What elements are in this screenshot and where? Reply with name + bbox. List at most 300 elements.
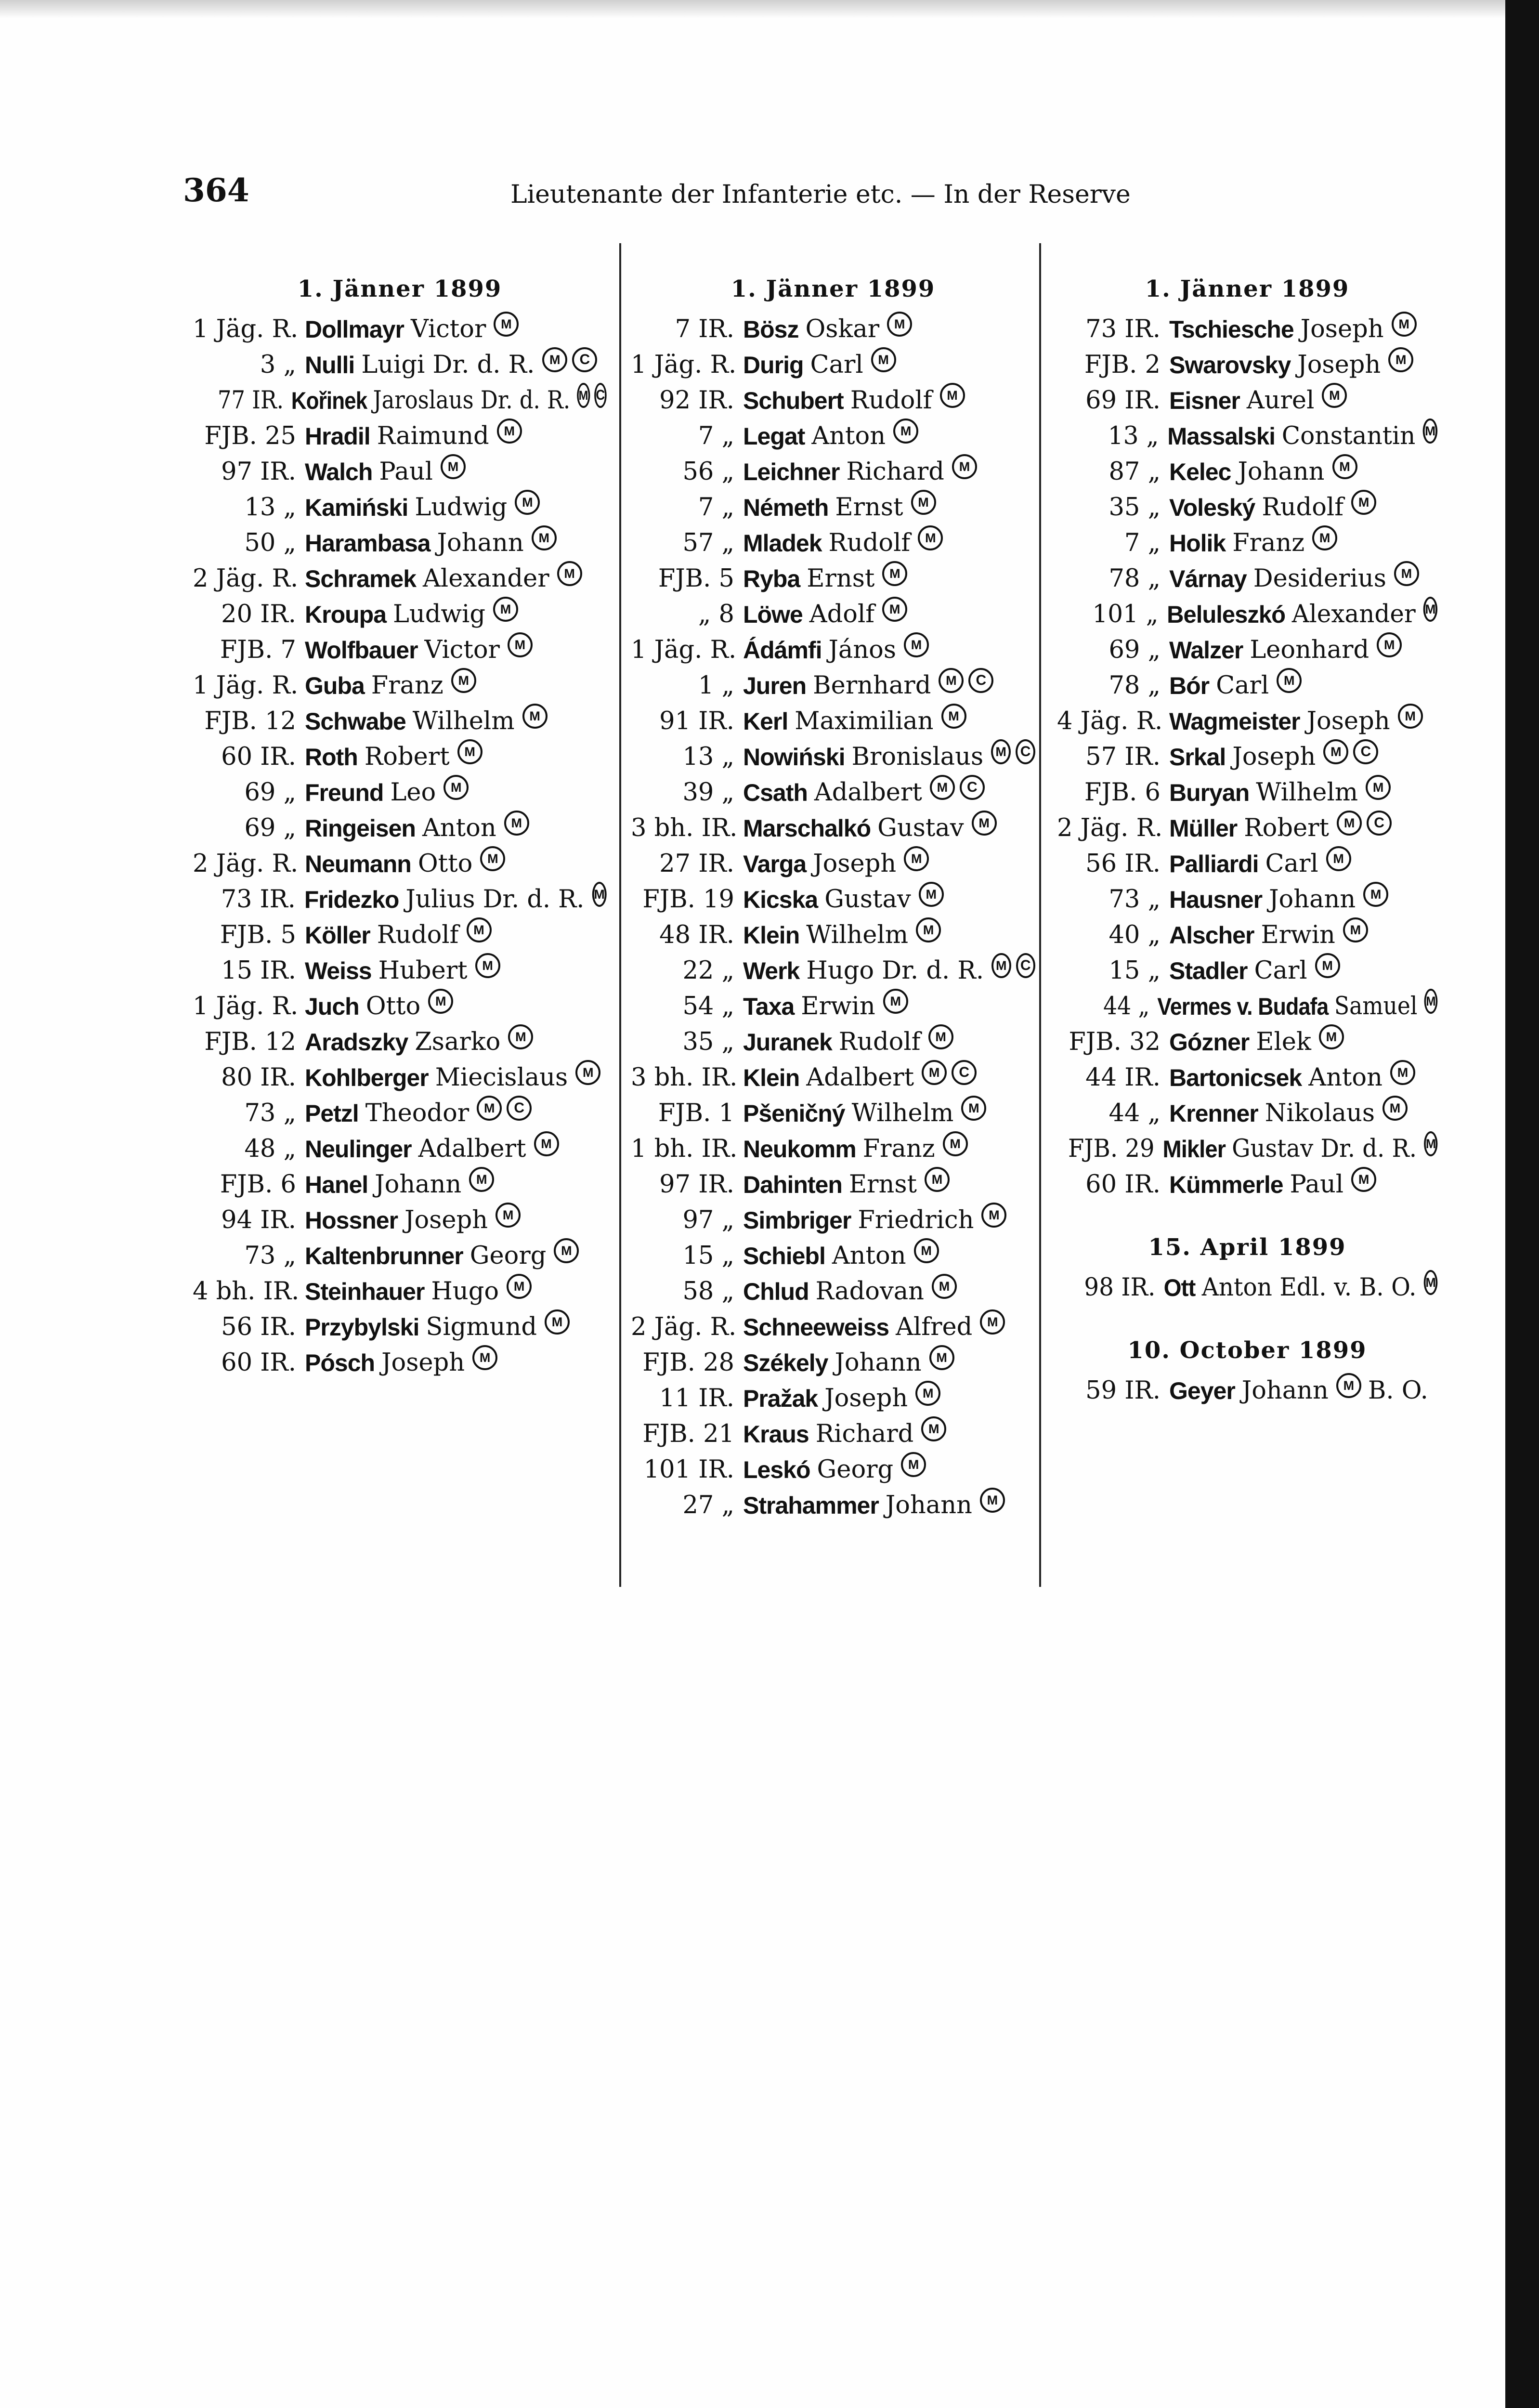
given-name: Gustav — [877, 814, 964, 842]
given-name: Carl — [1254, 956, 1307, 985]
surname: Székely — [743, 1349, 828, 1376]
copyright-c-icon: C — [960, 775, 985, 800]
medal-m-icon: M — [532, 525, 557, 550]
surname: Ryba — [743, 565, 800, 592]
unit-label: FJB. 6 — [1084, 778, 1161, 807]
roster-entry — [631, 882, 1035, 917]
given-name: Rudolf — [828, 529, 911, 557]
medal-m-icon: M — [887, 312, 912, 337]
surname: Durig — [743, 352, 804, 379]
unit-label: 15 „ — [682, 1242, 734, 1270]
given-name: Aurel — [1246, 386, 1315, 415]
column-2 — [631, 267, 1035, 1523]
surname: Schneeweiss — [743, 1314, 889, 1341]
surname: Nowiński — [743, 744, 845, 771]
unit-label: 60 IR. — [221, 1348, 296, 1377]
roster-entry — [631, 739, 1035, 775]
medal-m-icon: M — [1322, 383, 1347, 408]
given-name: Adalbert — [418, 1135, 526, 1163]
given-name: Leo — [390, 778, 436, 807]
roster-entry — [631, 1381, 1035, 1416]
unit-label: 73 „ — [244, 1099, 296, 1127]
medal-m-icon: M — [918, 525, 943, 550]
given-name: Franz — [371, 671, 443, 700]
medal-m-icon: M — [922, 1060, 947, 1085]
page-right-edge — [1505, 0, 1539, 2408]
surname: Przybylski — [305, 1314, 419, 1341]
unit-label: 57 IR. — [1085, 743, 1161, 771]
medal-m-icon: M — [930, 775, 955, 800]
medal-m-icon: M — [943, 1131, 968, 1156]
unit-label: FJB. 25 — [204, 422, 296, 450]
section-heading: 1. Jänner 1899 — [1145, 275, 1350, 302]
medal-m-icon: M — [515, 490, 540, 515]
given-name: Richard — [846, 458, 944, 486]
roster-entry — [193, 561, 607, 597]
unit-label: 7 „ — [698, 422, 734, 450]
column-divider — [619, 243, 621, 1587]
surname: Aradszky — [305, 1029, 408, 1056]
medal-m-icon: M — [882, 597, 907, 622]
medal-m-icon: M — [904, 632, 929, 657]
medal-m-icon: M — [1392, 312, 1417, 337]
unit-label: 92 IR. — [659, 386, 734, 415]
given-name: Robert — [1244, 814, 1330, 842]
unit-label: 13 „ — [1108, 422, 1159, 450]
medal-m-icon: M — [457, 739, 483, 764]
roster-entry — [193, 454, 607, 490]
medal-m-icon: M — [1366, 775, 1391, 800]
given-name: Desiderius — [1253, 564, 1386, 593]
roster-entry — [1057, 1131, 1436, 1167]
medal-m-icon: M — [508, 1024, 533, 1049]
given-name: Leonhard — [1250, 636, 1369, 664]
given-name: Samuel — [1334, 992, 1418, 1021]
surname: Petzl — [305, 1100, 359, 1127]
medal-m-icon: M — [451, 668, 476, 693]
surname: Legat — [743, 423, 805, 450]
roster-entry — [193, 383, 605, 419]
given-name: Joseph — [813, 850, 897, 878]
roster-entry — [193, 668, 607, 704]
unit-label: FJB. 19 — [642, 885, 734, 914]
medal-m-icon: M — [522, 704, 548, 729]
surname: Mladek — [743, 530, 822, 557]
roster-entry — [193, 811, 607, 846]
unit-label: 73 „ — [244, 1242, 296, 1270]
given-name: János — [828, 636, 897, 664]
unit-label: FJB. 21 — [642, 1420, 734, 1448]
unit-label: 44 „ — [1103, 992, 1150, 1021]
surname: Várnay — [1169, 565, 1247, 592]
roster-entry — [193, 312, 607, 347]
unit-label: 7 „ — [698, 493, 734, 522]
medal-m-icon: M — [592, 882, 606, 907]
surname: Strahammer — [743, 1492, 879, 1519]
section-gap — [1057, 1306, 1437, 1329]
surname: Kraus — [743, 1421, 809, 1448]
surname: Köller — [305, 922, 370, 949]
medal-m-icon: M — [893, 419, 918, 444]
medal-m-icon: M — [929, 1345, 954, 1370]
surname: Kelec — [1169, 458, 1231, 485]
medal-m-icon: M — [1424, 989, 1437, 1014]
given-name: Jaroslaus Dr. d. R. — [373, 386, 571, 415]
unit-label: 15 „ — [1109, 956, 1161, 985]
column-divider — [1039, 243, 1041, 1587]
surname: Holik — [1169, 530, 1226, 557]
unit-label: FJB. 12 — [204, 707, 296, 735]
roster-entry — [193, 1238, 607, 1274]
surname: Németh — [743, 494, 829, 521]
copyright-c-icon: C — [594, 383, 607, 408]
given-name: Joseph — [1232, 743, 1316, 771]
surname: Leichner — [743, 458, 840, 485]
given-name: Ludwig — [393, 600, 485, 628]
surname: Neulinger — [305, 1136, 412, 1163]
unit-label: 22 „ — [682, 956, 734, 985]
roster-entry — [193, 1131, 607, 1167]
medal-m-icon: M — [952, 454, 977, 479]
given-name: Maximilian — [795, 707, 934, 735]
medal-m-icon: M — [916, 917, 941, 942]
medal-m-icon: M — [1336, 1373, 1361, 1398]
unit-label: 44 „ — [1109, 1099, 1161, 1127]
unit-label: 35 „ — [1109, 493, 1161, 522]
unit-label: 77 IR. — [217, 386, 284, 415]
unit-label: 58 „ — [682, 1277, 734, 1306]
roster-entry — [193, 739, 607, 775]
medal-m-icon: M — [575, 1060, 600, 1085]
surname: Kerl — [743, 708, 788, 735]
unit-label: 69 „ — [244, 814, 296, 842]
roster-entry — [193, 846, 607, 882]
roster-entry — [193, 1024, 607, 1060]
surname: Schiebl — [743, 1243, 825, 1269]
given-name: Erwin — [1261, 921, 1335, 949]
medal-m-icon: M — [545, 1309, 570, 1335]
given-name: Anton — [422, 814, 496, 842]
surname: Roth — [305, 744, 358, 771]
roster-entry — [1057, 1167, 1437, 1203]
surname: Palliardi — [1169, 851, 1259, 877]
roster-entry — [631, 1345, 1035, 1381]
unit-label: 20 IR. — [221, 600, 296, 628]
copyright-c-icon: C — [1367, 811, 1392, 836]
surname: Pósch — [305, 1349, 375, 1376]
roster-entry — [631, 1131, 1035, 1167]
surname: Bartonicsek — [1169, 1064, 1302, 1091]
medal-m-icon: M — [911, 490, 936, 515]
roster-entry — [193, 704, 607, 739]
roster-entry — [631, 704, 1035, 739]
surname: Beluleszkó — [1167, 601, 1286, 628]
roster-entry — [631, 1096, 1035, 1131]
medal-m-icon: M — [557, 561, 582, 586]
unit-label: 59 IR. — [1085, 1376, 1161, 1405]
surname: Weiss — [305, 957, 372, 984]
roster-entry — [1057, 347, 1437, 383]
medal-m-icon: M — [1423, 419, 1437, 444]
roster-entry — [631, 312, 1035, 347]
roster-entry — [193, 1096, 607, 1131]
unit-label: 73 IR. — [1085, 315, 1161, 343]
unit-label: 1 Jäg. R. — [193, 315, 299, 343]
roster-entry — [1057, 383, 1437, 419]
given-name: Johann — [375, 1170, 462, 1199]
given-name: Anton — [832, 1242, 906, 1270]
surname: Kořinek — [291, 387, 367, 414]
roster-entry — [193, 989, 607, 1024]
given-name: Miecislaus — [435, 1063, 568, 1092]
medal-m-icon: M — [1323, 739, 1348, 764]
roster-entry — [1057, 1024, 1437, 1060]
unit-label: 87 „ — [1109, 458, 1161, 486]
given-name: Otto — [365, 992, 421, 1021]
medal-m-icon: M — [493, 597, 518, 622]
medal-m-icon: M — [1388, 347, 1413, 372]
given-name: Theodor — [365, 1099, 470, 1127]
given-name: Bernhard — [813, 671, 931, 700]
unit-label: FJB. 32 — [1069, 1028, 1161, 1056]
medal-m-icon: M — [904, 846, 929, 871]
roster-entry — [193, 632, 607, 668]
copyright-c-icon: C — [572, 347, 597, 372]
roster-entry — [193, 1274, 607, 1309]
given-name: Gustav — [824, 885, 911, 914]
medal-m-icon: M — [919, 882, 944, 907]
roster-entry — [631, 347, 1035, 383]
section-heading: 1. Jänner 1899 — [730, 275, 936, 302]
given-name: Rudolf — [850, 386, 932, 415]
unit-label: FJB. 1 — [658, 1099, 734, 1127]
unit-label: 56 IR. — [1085, 850, 1161, 878]
given-name: Radovan — [815, 1277, 925, 1306]
roster-entry — [1057, 419, 1436, 454]
unit-label: 7 „ — [1124, 529, 1161, 557]
unit-label: FJB. 29 — [1068, 1135, 1155, 1163]
surname: Kamiński — [305, 494, 408, 521]
given-name: Joseph — [381, 1348, 465, 1377]
given-name: Erwin — [801, 992, 875, 1021]
unit-label: 4 Jäg. R. — [1057, 707, 1163, 735]
roster-entry — [1057, 632, 1437, 668]
surname: Wolfbauer — [305, 637, 418, 664]
roster-entry — [193, 1345, 607, 1381]
surname: Schwabe — [305, 708, 406, 735]
roster-entry — [631, 419, 1035, 454]
surname: Leskó — [743, 1456, 810, 1483]
medal-m-icon: M — [871, 347, 896, 372]
surname: Bösz — [743, 316, 799, 343]
given-name: Victor — [424, 636, 500, 664]
medal-m-icon: M — [883, 989, 908, 1014]
surname: Csath — [743, 779, 808, 806]
medal-m-icon: M — [472, 1345, 497, 1370]
copyright-c-icon: C — [1353, 739, 1378, 764]
surname: Kroupa — [305, 601, 386, 628]
surname: Fridezko — [304, 886, 399, 913]
given-name: Johann — [885, 1491, 972, 1519]
surname: Juren — [743, 672, 807, 699]
given-name: Alfred — [896, 1313, 973, 1341]
unit-label: 11 IR. — [659, 1384, 734, 1413]
unit-label: 60 IR. — [221, 743, 296, 771]
roster-entry — [631, 668, 1035, 704]
surname: Walch — [305, 458, 373, 485]
medal-m-icon: M — [1382, 1096, 1408, 1121]
surname: Bór — [1169, 672, 1210, 699]
medal-m-icon: M — [1319, 1024, 1344, 1049]
roster-entry — [1057, 525, 1437, 561]
surname: Dahinten — [743, 1171, 842, 1198]
given-name: Bronislaus — [851, 743, 984, 771]
surname: Buryan — [1169, 779, 1250, 806]
roster-entry — [631, 490, 1035, 525]
unit-label: 101 IR. — [643, 1455, 734, 1484]
given-name: Rudolf — [1262, 493, 1344, 522]
surname: Kaltenbrunner — [305, 1243, 463, 1269]
roster-entry — [1057, 882, 1437, 917]
given-name: Johann — [835, 1348, 922, 1377]
given-name: Joseph — [1297, 351, 1381, 379]
column-1 — [193, 267, 607, 1381]
surname: Krenner — [1169, 1100, 1258, 1127]
section-heading: 15. April 1899 — [1148, 1234, 1346, 1261]
medal-m-icon: M — [1390, 1060, 1415, 1085]
roster-entry — [631, 1309, 1035, 1345]
medal-m-icon: M — [542, 347, 567, 372]
surname: Voleský — [1169, 494, 1255, 521]
medal-m-icon: M — [494, 312, 519, 337]
medal-m-icon: M — [1424, 1270, 1438, 1295]
medal-m-icon: M — [1326, 846, 1351, 871]
roster-entry — [1057, 312, 1437, 347]
roster-entry — [631, 1024, 1035, 1060]
medal-m-icon: M — [1277, 668, 1302, 693]
given-name: Zsarko — [415, 1028, 501, 1056]
unit-label: 73 IR. — [221, 885, 296, 914]
surname: Neumann — [305, 851, 411, 877]
copyright-c-icon: C — [1016, 739, 1035, 764]
unit-label: 48 „ — [244, 1135, 296, 1163]
given-name: Anton — [1308, 1063, 1382, 1092]
surname: Juch — [305, 993, 359, 1020]
medal-m-icon: M — [1398, 704, 1423, 729]
given-name: Constantin — [1281, 422, 1416, 450]
given-name: Joseph — [404, 1206, 488, 1234]
section-heading: 1. Jänner 1899 — [297, 275, 502, 302]
given-name: Joseph — [1306, 707, 1390, 735]
unit-label: FJB. 2 — [1084, 351, 1161, 379]
medal-m-icon: M — [991, 739, 1011, 764]
roster-entry — [193, 1060, 607, 1096]
given-name: Joseph — [1300, 315, 1384, 343]
given-name: Ernst — [807, 564, 875, 593]
medal-m-icon: M — [941, 704, 966, 729]
unit-label: 80 IR. — [221, 1063, 296, 1092]
surname: Marschalkó — [743, 815, 871, 842]
medal-m-icon: M — [972, 811, 997, 836]
medal-m-icon: M — [928, 1024, 953, 1049]
unit-label: FJB. 7 — [220, 636, 296, 664]
given-name: Wilhelm — [806, 921, 909, 949]
surname: Alscher — [1169, 922, 1254, 949]
roster-entry — [1057, 561, 1437, 597]
surname: Hossner — [305, 1207, 398, 1234]
medal-m-icon: M — [507, 1274, 532, 1299]
surname: Hausner — [1169, 886, 1263, 913]
section-heading: 10. October 1899 — [1127, 1337, 1367, 1364]
unit-label: 13 „ — [682, 743, 734, 771]
given-name: Johann — [437, 529, 524, 557]
surname: Klein — [743, 1064, 800, 1091]
medal-m-icon: M — [991, 953, 1011, 978]
roster-entry — [1057, 1096, 1437, 1131]
medal-m-icon: M — [1351, 1167, 1376, 1192]
medal-m-icon: M — [480, 846, 505, 871]
given-name: Nikolaus — [1265, 1099, 1375, 1127]
unit-label: 27 „ — [682, 1491, 734, 1519]
copyright-c-icon: C — [952, 1060, 977, 1085]
surname: Hradil — [305, 423, 370, 450]
surname: Kicska — [743, 886, 818, 913]
unit-label: 1 Jäg. R. — [631, 636, 737, 664]
given-name: Sigmund — [426, 1313, 537, 1341]
roster-entry — [193, 347, 607, 383]
surname: Eisner — [1169, 387, 1240, 414]
roster-entry — [631, 632, 1035, 668]
unit-label: 35 „ — [682, 1028, 734, 1056]
surname: Walzer — [1169, 637, 1243, 664]
medal-m-icon: M — [1424, 1131, 1438, 1156]
roster-entry — [193, 917, 607, 953]
given-name: Adalbert — [806, 1063, 914, 1092]
unit-label: 97 IR. — [659, 1170, 734, 1199]
given-name: Elek — [1256, 1028, 1311, 1056]
roster-entry — [193, 1203, 607, 1238]
medal-m-icon: M — [980, 1309, 1005, 1335]
unit-label: 39 „ — [682, 778, 734, 807]
given-name: Adolf — [809, 600, 875, 628]
medal-m-icon: M — [940, 383, 965, 408]
given-name: Johann — [1241, 1376, 1329, 1405]
unit-label: FJB. 12 — [204, 1028, 296, 1056]
medal-m-icon: M — [1332, 454, 1357, 479]
surname: Freund — [305, 779, 384, 806]
roster-entry — [1057, 490, 1437, 525]
medal-m-icon: M — [1315, 953, 1340, 978]
copyright-c-icon: C — [1016, 953, 1035, 978]
roster-entry — [631, 775, 1035, 811]
given-name: Johann — [1238, 458, 1325, 486]
roster-entry — [1057, 811, 1437, 846]
given-name: Robert — [364, 743, 450, 771]
unit-label: „ 8 — [698, 600, 734, 628]
surname: Neukomm — [743, 1136, 856, 1163]
surname: Wagmeister — [1169, 708, 1300, 735]
roster-entry — [631, 917, 1035, 953]
unit-label: 2 Jäg. R. — [1057, 814, 1163, 842]
surname: Guba — [305, 672, 365, 699]
unit-label: 94 IR. — [221, 1206, 296, 1234]
given-name: Gustav Dr. d. R. — [1232, 1135, 1417, 1163]
roster-entry — [631, 454, 1035, 490]
unit-label: 57 „ — [682, 529, 734, 557]
medal-m-icon: M — [901, 1452, 926, 1477]
roster-entry — [193, 419, 607, 454]
given-name: Anton — [811, 422, 886, 450]
